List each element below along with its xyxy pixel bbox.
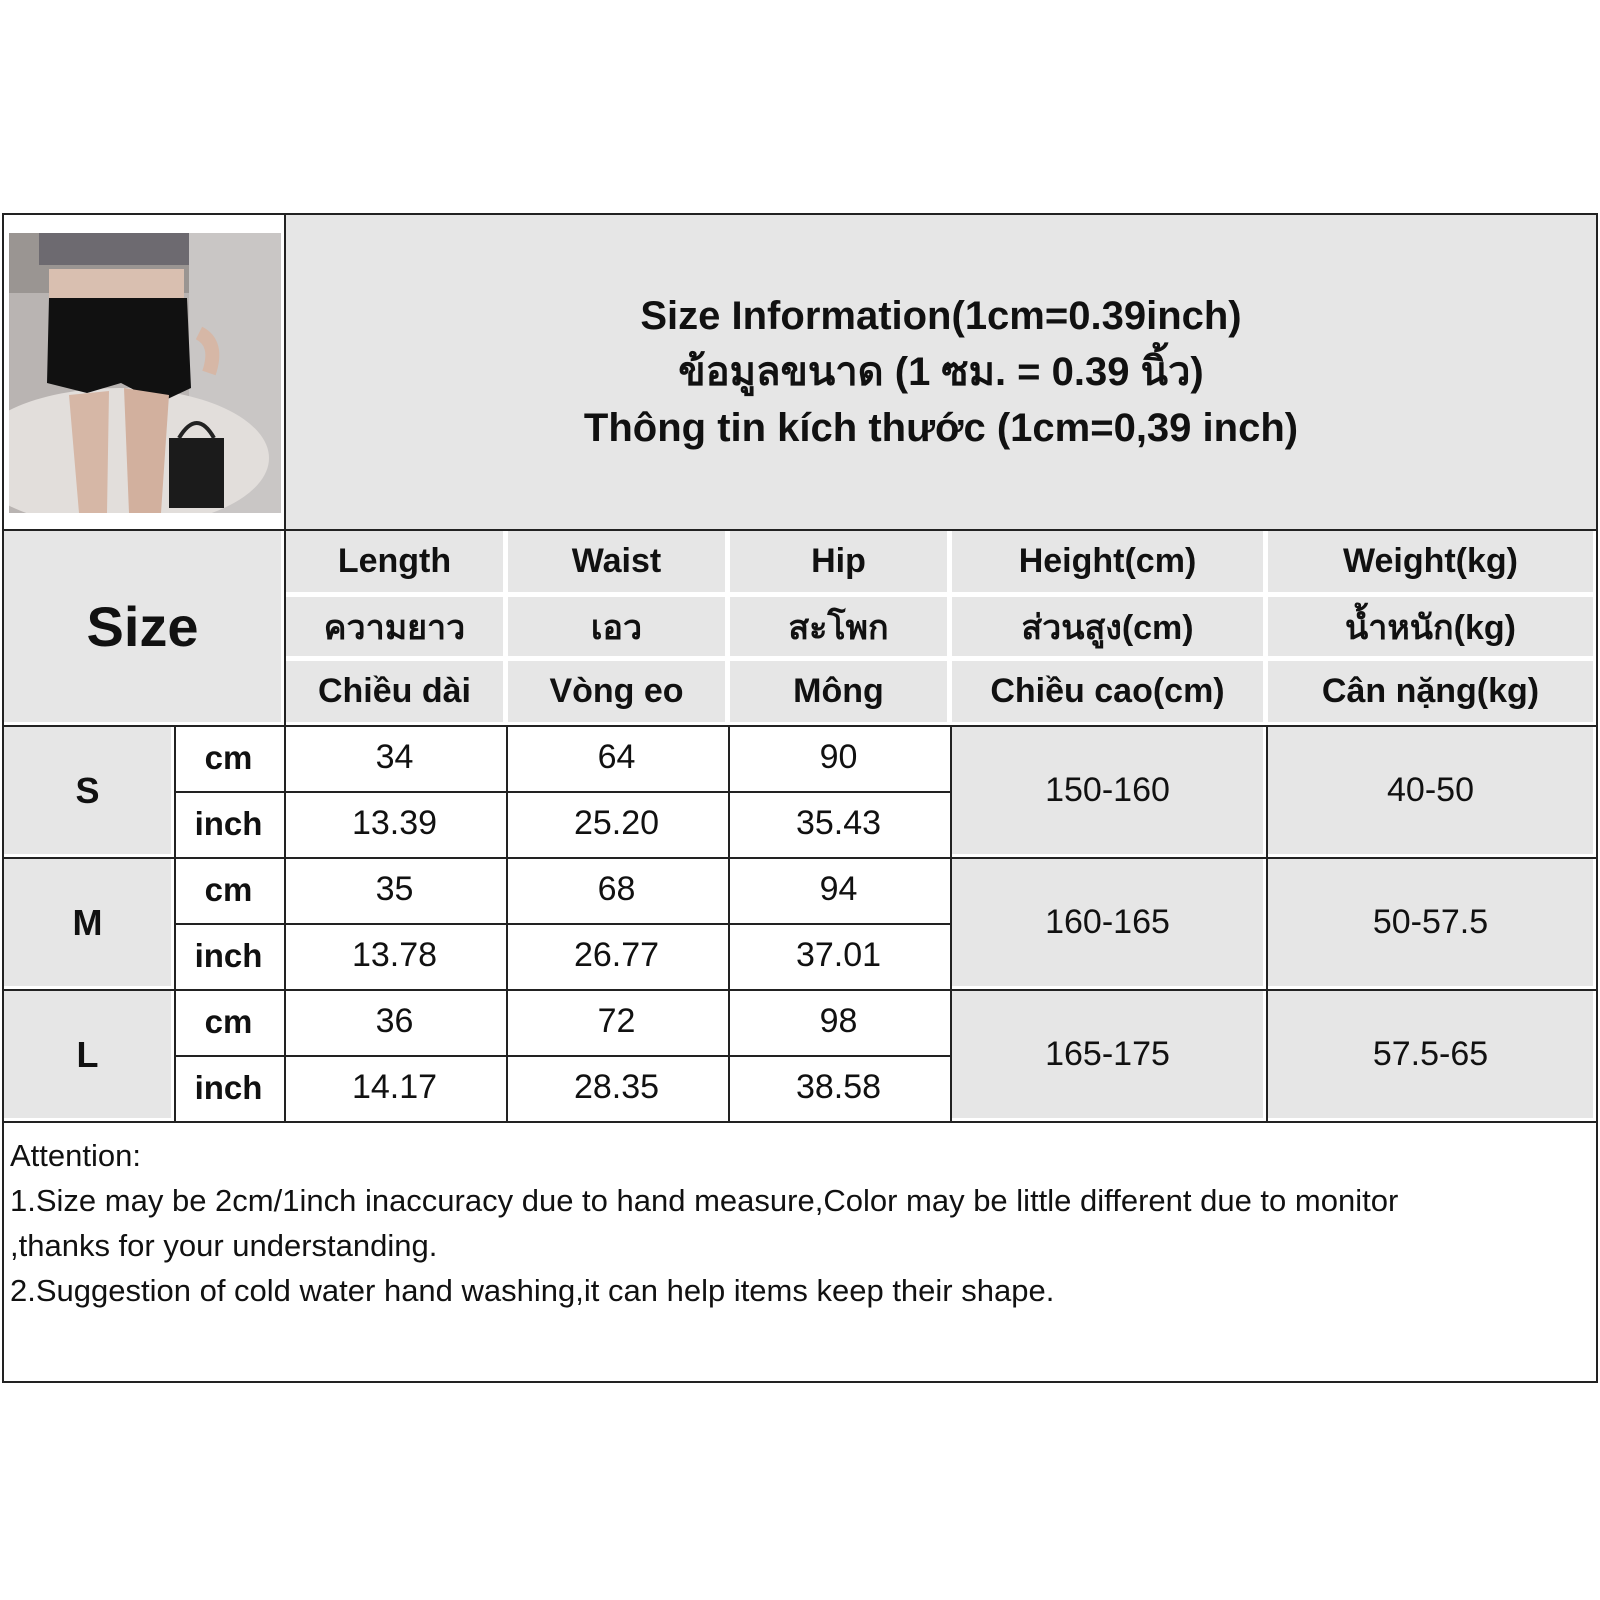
cell-m-waist-cm: 68 [508, 859, 728, 923]
grid-line [1266, 727, 1268, 1123]
col-header-weight-th: น้ำหนัก(kg) [1268, 597, 1596, 659]
cell-s-length-cm: 34 [286, 727, 506, 791]
size-chart [2, 213, 1598, 1383]
cell-l-height: 165-175 [952, 991, 1266, 1121]
title-th: ข้อมูลขนาด (1 ซม. = 0.39 นิ้ว) [678, 350, 1204, 394]
unit-label-cm: cm [176, 991, 284, 1055]
grid-line [4, 857, 1596, 859]
col-header-waist-vi: Vòng eo [508, 661, 728, 725]
cell-l-weight: 57.5-65 [1268, 991, 1596, 1121]
cell-l-hip-cm: 98 [730, 991, 950, 1055]
unit-label-cm: cm [176, 727, 284, 791]
cell-s-waist-cm: 64 [508, 727, 728, 791]
size-label-l: L [4, 991, 174, 1121]
size-label-m: M [4, 859, 174, 989]
col-header-length-vi: Chiều dài [286, 661, 506, 725]
col-header-height-vi: Chiều cao(cm) [952, 661, 1266, 725]
cell-l-hip-inch: 38.58 [730, 1057, 950, 1121]
size-label-s: S [4, 727, 174, 857]
col-header-hip-en: Hip [730, 531, 950, 595]
cell-l-waist-cm: 72 [508, 991, 728, 1055]
grid-line [506, 727, 508, 1123]
grid-line [176, 791, 952, 793]
size-header [4, 531, 284, 725]
grid-line [176, 923, 952, 925]
cell-s-weight: 40-50 [1268, 727, 1596, 857]
grid-line [176, 1055, 952, 1057]
col-header-length-th: ความยาว [286, 597, 506, 659]
grid-line [4, 989, 1596, 991]
cell-m-hip-inch: 37.01 [730, 925, 950, 989]
cell-m-length-cm: 35 [286, 859, 506, 923]
unit-label-cm: cm [176, 859, 284, 923]
attention-notes [10, 1133, 1590, 1313]
size-header-label: Size [86, 595, 199, 658]
col-header-weight-vi: Cân nặng(kg) [1268, 661, 1596, 725]
col-header-hip-vi: Mông [730, 661, 950, 725]
col-header-length-en: Length [286, 531, 506, 595]
cell-s-hip-cm: 90 [730, 727, 950, 791]
grid-line [950, 727, 952, 1123]
cell-m-hip-cm: 94 [730, 859, 950, 923]
grid-line [284, 215, 286, 1123]
unit-label-inch: inch [176, 925, 284, 989]
cell-s-height: 150-160 [952, 727, 1266, 857]
cell-s-hip-inch: 35.43 [730, 793, 950, 857]
title-box [286, 215, 1596, 529]
cell-l-length-inch: 14.17 [286, 1057, 506, 1121]
notes-line-1: 1.Size may be 2cm/1inch inaccuracy due to hand measure,Color may be little different due to monitor [10, 1183, 1399, 1218]
product-photo [9, 233, 281, 513]
col-header-height-en: Height(cm) [952, 531, 1266, 595]
col-header-waist-th: เอว [508, 597, 728, 659]
grid-line [174, 727, 176, 1123]
grid-line [4, 1121, 1596, 1123]
notes-line-3: 2.Suggestion of cold water hand washing,it can help items keep their shape. [10, 1273, 1055, 1308]
grid-line [4, 725, 1596, 727]
cell-m-height: 160-165 [952, 859, 1266, 989]
col-header-weight-en: Weight(kg) [1268, 531, 1596, 595]
notes-heading: Attention: [10, 1138, 141, 1173]
col-header-waist-en: Waist [508, 531, 728, 595]
title-vi: Thông tin kích thước (1cm=0,39 inch) [583, 406, 1299, 450]
notes-line-2: ,thanks for your understanding. [10, 1228, 438, 1263]
cell-m-weight: 50-57.5 [1268, 859, 1596, 989]
cell-s-length-inch: 13.39 [286, 793, 506, 857]
cell-l-length-cm: 36 [286, 991, 506, 1055]
col-header-height-th: ส่วนสูง(cm) [952, 597, 1266, 659]
cell-m-length-inch: 13.78 [286, 925, 506, 989]
cell-l-waist-inch: 28.35 [508, 1057, 728, 1121]
grid-line [4, 529, 1596, 531]
grid-line [728, 727, 730, 1123]
title-en: Size Information(1cm=0.39inch) [640, 294, 1242, 338]
col-header-hip-th: สะโพก [730, 597, 950, 659]
unit-label-inch: inch [176, 793, 284, 857]
unit-label-inch: inch [176, 1057, 284, 1121]
cell-m-waist-inch: 26.77 [508, 925, 728, 989]
cell-s-waist-inch: 25.20 [508, 793, 728, 857]
